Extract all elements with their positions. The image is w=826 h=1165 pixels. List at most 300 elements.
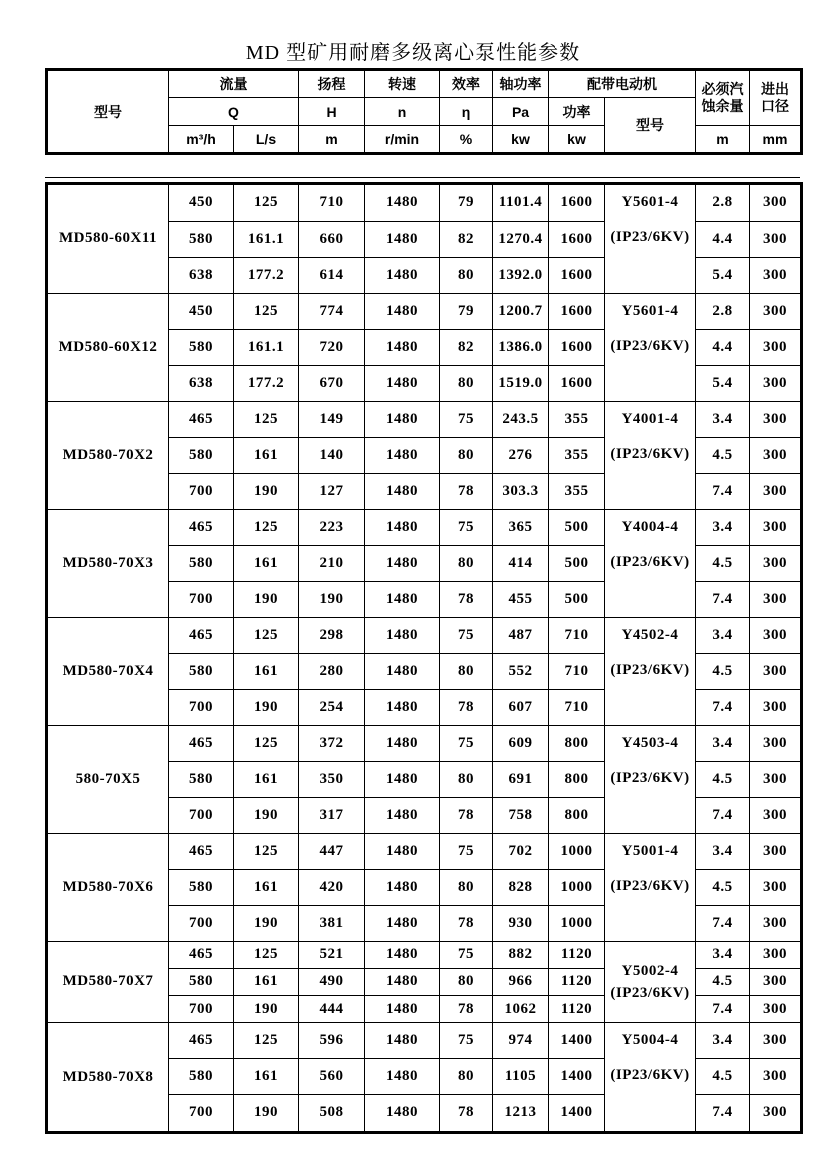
efficiency-cell: 80 bbox=[440, 1059, 493, 1095]
shaft-power-cell: 828 bbox=[493, 869, 549, 905]
head-cell: 614 bbox=[299, 257, 365, 293]
speed-cell: 1480 bbox=[365, 473, 440, 509]
table-row bbox=[47, 833, 802, 869]
efficiency-cell: 80 bbox=[440, 365, 493, 401]
efficiency-cell: 75 bbox=[440, 509, 493, 545]
head-cell: 508 bbox=[299, 1094, 365, 1132]
diameter-cell: 300 bbox=[750, 833, 802, 869]
head-cell: 521 bbox=[299, 941, 365, 968]
shaft-power-cell: 276 bbox=[493, 437, 549, 473]
speed-cell: 1480 bbox=[365, 689, 440, 725]
npsh-cell: 2.8 bbox=[696, 293, 750, 329]
shaft-power-symbol: Pa bbox=[493, 98, 549, 126]
speed-cell: 1480 bbox=[365, 797, 440, 833]
flow-m3h-cell: 450 bbox=[169, 184, 234, 222]
head-unit: m bbox=[299, 126, 365, 154]
npsh-cell: 5.4 bbox=[696, 365, 750, 401]
head-cell: 381 bbox=[299, 905, 365, 941]
speed-cell: 1480 bbox=[365, 1059, 440, 1095]
motor-power-cell: 355 bbox=[549, 437, 605, 473]
motor-model-line: Y4001-4 bbox=[621, 410, 679, 427]
table-row bbox=[47, 184, 802, 222]
npsh-cell: 7.4 bbox=[696, 689, 750, 725]
pump-model-cell: MD580-70X2 bbox=[47, 401, 169, 509]
flow-ls-cell: 125 bbox=[234, 1023, 299, 1059]
efficiency-cell: 79 bbox=[440, 184, 493, 222]
diameter-cell: 300 bbox=[750, 473, 802, 509]
diameter-cell: 300 bbox=[750, 941, 802, 968]
speed-cell: 1480 bbox=[365, 869, 440, 905]
motor-model-cell bbox=[605, 1023, 696, 1133]
efficiency-cell: 80 bbox=[440, 761, 493, 797]
page-title: MD 型矿用耐磨多级离心泵性能参数 bbox=[245, 42, 581, 64]
npsh-cell: 4.4 bbox=[696, 221, 750, 257]
flow-m3h-cell: 580 bbox=[169, 869, 234, 905]
motor-model-line: Y4004-4 bbox=[621, 518, 679, 535]
motor-power-cell: 800 bbox=[549, 725, 605, 761]
motor-power-cell: 500 bbox=[549, 545, 605, 581]
shaft-power-cell: 609 bbox=[493, 725, 549, 761]
efficiency-cell: 80 bbox=[440, 869, 493, 905]
motor-model-cell bbox=[605, 184, 696, 294]
flow-unit-ls: L/s bbox=[234, 126, 299, 154]
motor-model-line: Y5004-4 bbox=[621, 1032, 679, 1049]
flow-ls-cell: 125 bbox=[234, 293, 299, 329]
head-cell: 420 bbox=[299, 869, 365, 905]
efficiency-cell: 78 bbox=[440, 1094, 493, 1132]
diameter-cell: 300 bbox=[750, 545, 802, 581]
diameter-cell: 300 bbox=[750, 1094, 802, 1132]
speed-cell: 1480 bbox=[365, 761, 440, 797]
npsh-cell: 7.4 bbox=[696, 581, 750, 617]
pump-model-cell: MD580-70X6 bbox=[47, 833, 169, 941]
header-row-1 bbox=[47, 70, 802, 98]
flow-m3h-cell: 580 bbox=[169, 437, 234, 473]
pump-model-cell: MD580-70X7 bbox=[47, 941, 169, 1023]
motor-model-line: (IP23/6KV) bbox=[610, 877, 690, 894]
diameter-label-line2: 口径 bbox=[761, 98, 789, 114]
shaft-power-cell: 966 bbox=[493, 968, 549, 995]
motor-power-cell: 1120 bbox=[549, 996, 605, 1023]
npsh-cell: 4.5 bbox=[696, 653, 750, 689]
head-cell: 127 bbox=[299, 473, 365, 509]
flow-m3h-cell: 700 bbox=[169, 689, 234, 725]
speed-cell: 1480 bbox=[365, 184, 440, 222]
efficiency-unit: % bbox=[440, 126, 493, 154]
shaft-power-unit: kw bbox=[493, 126, 549, 154]
npsh-cell: 4.4 bbox=[696, 329, 750, 365]
efficiency-cell: 75 bbox=[440, 617, 493, 653]
efficiency-cell: 82 bbox=[440, 329, 493, 365]
flow-m3h-cell: 465 bbox=[169, 509, 234, 545]
npsh-cell: 4.5 bbox=[696, 545, 750, 581]
speed-cell: 1480 bbox=[365, 1023, 440, 1059]
diameter-cell: 300 bbox=[750, 1023, 802, 1059]
head-cell: 660 bbox=[299, 221, 365, 257]
speed-unit: r/min bbox=[365, 126, 440, 154]
flow-ls-cell: 125 bbox=[234, 833, 299, 869]
flow-ls-cell: 177.2 bbox=[234, 365, 299, 401]
shaft-power-cell: 702 bbox=[493, 833, 549, 869]
head-cell: 149 bbox=[299, 401, 365, 437]
motor-model-line: (IP23/6KV) bbox=[610, 445, 690, 462]
efficiency-cell: 78 bbox=[440, 689, 493, 725]
motor-model-line: (IP23/6KV) bbox=[610, 337, 690, 354]
flow-ls-cell: 125 bbox=[234, 617, 299, 653]
efficiency-cell: 75 bbox=[440, 941, 493, 968]
head-cell: 720 bbox=[299, 329, 365, 365]
speed-cell: 1480 bbox=[365, 725, 440, 761]
table-row bbox=[47, 941, 802, 968]
table-row bbox=[47, 293, 802, 329]
motor-power-cell: 800 bbox=[549, 761, 605, 797]
motor-model-line: (IP23/6KV) bbox=[610, 229, 690, 246]
npsh-cell: 7.4 bbox=[696, 905, 750, 941]
motor-model-cell bbox=[605, 941, 696, 1023]
diameter-cell: 300 bbox=[750, 401, 802, 437]
motor-power-unit: kw bbox=[549, 126, 605, 154]
speed-cell: 1480 bbox=[365, 1094, 440, 1132]
motor-power-header: 功率 bbox=[549, 98, 605, 126]
head-cell: 223 bbox=[299, 509, 365, 545]
motor-model-line: Y5002-4 bbox=[621, 962, 679, 979]
motor-power-cell: 800 bbox=[549, 797, 605, 833]
speed-cell: 1480 bbox=[365, 941, 440, 968]
speed-cell: 1480 bbox=[365, 581, 440, 617]
pump-model-cell: MD580-70X4 bbox=[47, 617, 169, 725]
speed-symbol: n bbox=[365, 98, 440, 126]
efficiency-cell: 80 bbox=[440, 545, 493, 581]
efficiency-symbol: η bbox=[440, 98, 493, 126]
npsh-cell: 5.4 bbox=[696, 257, 750, 293]
npsh-cell: 3.4 bbox=[696, 617, 750, 653]
npsh-cell: 3.4 bbox=[696, 1023, 750, 1059]
flow-ls-cell: 125 bbox=[234, 725, 299, 761]
motor-model-cell bbox=[605, 617, 696, 725]
shaft-power-cell: 414 bbox=[493, 545, 549, 581]
head-cell: 447 bbox=[299, 833, 365, 869]
motor-power-cell: 1600 bbox=[549, 221, 605, 257]
motor-model-line: (IP23/6KV) bbox=[610, 1067, 690, 1084]
diameter-cell: 300 bbox=[750, 725, 802, 761]
shaft-power-cell: 455 bbox=[493, 581, 549, 617]
head-cell: 317 bbox=[299, 797, 365, 833]
pump-model-cell: MD580-60X12 bbox=[47, 293, 169, 401]
npsh-cell: 4.5 bbox=[696, 1059, 750, 1095]
efficiency-cell: 79 bbox=[440, 293, 493, 329]
diameter-cell: 300 bbox=[750, 653, 802, 689]
table-row bbox=[47, 401, 802, 437]
motor-power-cell: 1120 bbox=[549, 968, 605, 995]
shaft-power-cell: 882 bbox=[493, 941, 549, 968]
body-table-top-rule bbox=[45, 177, 800, 178]
shaft-power-cell: 607 bbox=[493, 689, 549, 725]
flow-ls-cell: 161 bbox=[234, 869, 299, 905]
head-cell: 596 bbox=[299, 1023, 365, 1059]
head-cell: 774 bbox=[299, 293, 365, 329]
head-cell: 444 bbox=[299, 996, 365, 1023]
shaft-power-cell: 1519.0 bbox=[493, 365, 549, 401]
flow-m3h-cell: 580 bbox=[169, 329, 234, 365]
speed-cell: 1480 bbox=[365, 293, 440, 329]
motor-power-cell: 1400 bbox=[549, 1023, 605, 1059]
diameter-cell: 300 bbox=[750, 581, 802, 617]
efficiency-cell: 78 bbox=[440, 473, 493, 509]
head-cell: 490 bbox=[299, 968, 365, 995]
efficiency-cell: 80 bbox=[440, 968, 493, 995]
motor-model-cell bbox=[605, 509, 696, 617]
motor-model-line: Y4503-4 bbox=[621, 734, 679, 751]
flow-ls-cell: 125 bbox=[234, 941, 299, 968]
motor-power-cell: 1400 bbox=[549, 1094, 605, 1132]
flow-m3h-cell: 465 bbox=[169, 833, 234, 869]
speed-cell: 1480 bbox=[365, 221, 440, 257]
efficiency-cell: 78 bbox=[440, 797, 493, 833]
col-header-model: 型号 bbox=[47, 70, 169, 154]
flow-ls-cell: 161 bbox=[234, 968, 299, 995]
npsh-cell: 4.5 bbox=[696, 869, 750, 905]
motor-power-cell: 710 bbox=[549, 689, 605, 725]
diameter-cell: 300 bbox=[750, 689, 802, 725]
npsh-cell: 4.5 bbox=[696, 968, 750, 995]
npsh-label-line2: 蚀余量 bbox=[701, 98, 744, 114]
efficiency-cell: 80 bbox=[440, 653, 493, 689]
npsh-cell: 4.5 bbox=[696, 761, 750, 797]
diameter-cell: 300 bbox=[750, 1059, 802, 1095]
motor-power-cell: 355 bbox=[549, 473, 605, 509]
head-cell: 298 bbox=[299, 617, 365, 653]
motor-model-cell bbox=[605, 401, 696, 509]
flow-m3h-cell: 465 bbox=[169, 1023, 234, 1059]
diameter-cell: 300 bbox=[750, 329, 802, 365]
flow-m3h-cell: 580 bbox=[169, 968, 234, 995]
speed-cell: 1480 bbox=[365, 833, 440, 869]
shaft-power-cell: 974 bbox=[493, 1023, 549, 1059]
flow-m3h-cell: 465 bbox=[169, 401, 234, 437]
col-header-motor-group: 配带电动机 bbox=[549, 70, 696, 98]
head-cell: 210 bbox=[299, 545, 365, 581]
motor-power-cell: 710 bbox=[549, 617, 605, 653]
diameter-cell: 300 bbox=[750, 184, 802, 222]
speed-cell: 1480 bbox=[365, 257, 440, 293]
npsh-cell: 4.5 bbox=[696, 437, 750, 473]
flow-ls-cell: 125 bbox=[234, 509, 299, 545]
diameter-unit: mm bbox=[750, 126, 802, 154]
npsh-cell: 3.4 bbox=[696, 833, 750, 869]
diameter-cell: 300 bbox=[750, 257, 802, 293]
flow-ls-cell: 161 bbox=[234, 437, 299, 473]
head-cell: 190 bbox=[299, 581, 365, 617]
head-cell: 254 bbox=[299, 689, 365, 725]
npsh-cell: 3.4 bbox=[696, 725, 750, 761]
shaft-power-cell: 1270.4 bbox=[493, 221, 549, 257]
motor-model-cell bbox=[605, 833, 696, 941]
head-cell: 710 bbox=[299, 184, 365, 222]
shaft-power-cell: 243.5 bbox=[493, 401, 549, 437]
flow-m3h-cell: 700 bbox=[169, 473, 234, 509]
shaft-power-cell: 1062 bbox=[493, 996, 549, 1023]
speed-cell: 1480 bbox=[365, 905, 440, 941]
flow-ls-cell: 190 bbox=[234, 1094, 299, 1132]
npsh-cell: 2.8 bbox=[696, 184, 750, 222]
col-header-efficiency: 效率 bbox=[440, 70, 493, 98]
speed-cell: 1480 bbox=[365, 365, 440, 401]
flow-ls-cell: 177.2 bbox=[234, 257, 299, 293]
flow-ls-cell: 190 bbox=[234, 996, 299, 1023]
flow-ls-cell: 190 bbox=[234, 689, 299, 725]
table-row bbox=[47, 509, 802, 545]
shaft-power-cell: 691 bbox=[493, 761, 549, 797]
head-cell: 670 bbox=[299, 365, 365, 401]
motor-model-line: (IP23/6KV) bbox=[610, 661, 690, 678]
table-row bbox=[47, 725, 802, 761]
head-cell: 140 bbox=[299, 437, 365, 473]
motor-model-header: 型号 bbox=[605, 98, 696, 154]
pump-model-cell: 580-70X5 bbox=[47, 725, 169, 833]
shaft-power-cell: 1386.0 bbox=[493, 329, 549, 365]
head-cell: 560 bbox=[299, 1059, 365, 1095]
shaft-power-cell: 1392.0 bbox=[493, 257, 549, 293]
flow-m3h-cell: 638 bbox=[169, 365, 234, 401]
motor-model-line: (IP23/6KV) bbox=[610, 984, 690, 1001]
flow-ls-cell: 161 bbox=[234, 761, 299, 797]
data-table bbox=[45, 182, 803, 1134]
diameter-cell: 300 bbox=[750, 437, 802, 473]
npsh-cell: 7.4 bbox=[696, 1094, 750, 1132]
speed-cell: 1480 bbox=[365, 968, 440, 995]
motor-power-cell: 710 bbox=[549, 653, 605, 689]
diameter-cell: 300 bbox=[750, 365, 802, 401]
head-cell: 350 bbox=[299, 761, 365, 797]
head-symbol: H bbox=[299, 98, 365, 126]
flow-ls-cell: 190 bbox=[234, 473, 299, 509]
npsh-cell: 7.4 bbox=[696, 797, 750, 833]
col-header-speed: 转速 bbox=[365, 70, 440, 98]
pump-model-cell: MD580-70X3 bbox=[47, 509, 169, 617]
motor-power-cell: 1600 bbox=[549, 293, 605, 329]
efficiency-cell: 75 bbox=[440, 833, 493, 869]
col-header-flow: 流量 bbox=[169, 70, 299, 98]
head-cell: 372 bbox=[299, 725, 365, 761]
flow-m3h-cell: 580 bbox=[169, 221, 234, 257]
motor-power-cell: 1400 bbox=[549, 1059, 605, 1095]
motor-model-line: (IP23/6KV) bbox=[610, 553, 690, 570]
motor-power-cell: 1600 bbox=[549, 184, 605, 222]
flow-ls-cell: 161 bbox=[234, 545, 299, 581]
diameter-cell: 300 bbox=[750, 905, 802, 941]
shaft-power-cell: 930 bbox=[493, 905, 549, 941]
speed-cell: 1480 bbox=[365, 509, 440, 545]
efficiency-cell: 80 bbox=[440, 257, 493, 293]
diameter-cell: 300 bbox=[750, 968, 802, 995]
shaft-power-cell: 1200.7 bbox=[493, 293, 549, 329]
npsh-cell: 3.4 bbox=[696, 509, 750, 545]
shaft-power-cell: 365 bbox=[493, 509, 549, 545]
npsh-unit: m bbox=[696, 126, 750, 154]
speed-cell: 1480 bbox=[365, 401, 440, 437]
pump-model-cell: MD580-60X11 bbox=[47, 184, 169, 294]
flow-m3h-cell: 580 bbox=[169, 1059, 234, 1095]
shaft-power-cell: 487 bbox=[493, 617, 549, 653]
flow-m3h-cell: 465 bbox=[169, 725, 234, 761]
flow-m3h-cell: 700 bbox=[169, 905, 234, 941]
diameter-cell: 300 bbox=[750, 761, 802, 797]
col-header-shaft-power: 轴功率 bbox=[493, 70, 549, 98]
header-table bbox=[45, 68, 803, 155]
col-header-diameter bbox=[750, 70, 802, 126]
speed-cell: 1480 bbox=[365, 437, 440, 473]
flow-m3h-cell: 580 bbox=[169, 545, 234, 581]
npsh-cell: 3.4 bbox=[696, 401, 750, 437]
flow-ls-cell: 190 bbox=[234, 581, 299, 617]
col-header-npsh bbox=[696, 70, 750, 126]
motor-model-line: Y5601-4 bbox=[621, 302, 679, 319]
shaft-power-cell: 758 bbox=[493, 797, 549, 833]
flow-ls-cell: 161.1 bbox=[234, 221, 299, 257]
motor-power-cell: 1000 bbox=[549, 869, 605, 905]
flow-symbol: Q bbox=[169, 98, 299, 126]
speed-cell: 1480 bbox=[365, 653, 440, 689]
efficiency-cell: 80 bbox=[440, 437, 493, 473]
diameter-cell: 300 bbox=[750, 617, 802, 653]
pump-model-cell: MD580-70X8 bbox=[47, 1023, 169, 1133]
shaft-power-cell: 552 bbox=[493, 653, 549, 689]
flow-m3h-cell: 465 bbox=[169, 617, 234, 653]
motor-model-cell bbox=[605, 725, 696, 833]
speed-cell: 1480 bbox=[365, 545, 440, 581]
efficiency-cell: 82 bbox=[440, 221, 493, 257]
shaft-power-cell: 1101.4 bbox=[493, 184, 549, 222]
shaft-power-cell: 1213 bbox=[493, 1094, 549, 1132]
diameter-cell: 300 bbox=[750, 221, 802, 257]
flow-m3h-cell: 580 bbox=[169, 653, 234, 689]
motor-power-cell: 1000 bbox=[549, 905, 605, 941]
shaft-power-cell: 1105 bbox=[493, 1059, 549, 1095]
efficiency-cell: 75 bbox=[440, 725, 493, 761]
motor-model-line: Y5601-4 bbox=[621, 194, 679, 210]
speed-cell: 1480 bbox=[365, 617, 440, 653]
diameter-cell: 300 bbox=[750, 996, 802, 1023]
npsh-cell: 3.4 bbox=[696, 941, 750, 968]
flow-unit-m3h: m³/h bbox=[169, 126, 234, 154]
diameter-cell: 300 bbox=[750, 293, 802, 329]
flow-ls-cell: 190 bbox=[234, 905, 299, 941]
table-row bbox=[47, 617, 802, 653]
motor-model-line: (IP23/6KV) bbox=[610, 769, 690, 786]
flow-ls-cell: 161.1 bbox=[234, 329, 299, 365]
diameter-cell: 300 bbox=[750, 869, 802, 905]
flow-m3h-cell: 700 bbox=[169, 996, 234, 1023]
flow-m3h-cell: 700 bbox=[169, 797, 234, 833]
efficiency-cell: 78 bbox=[440, 905, 493, 941]
efficiency-cell: 75 bbox=[440, 401, 493, 437]
motor-power-cell: 500 bbox=[549, 509, 605, 545]
efficiency-cell: 75 bbox=[440, 1023, 493, 1059]
flow-m3h-cell: 580 bbox=[169, 761, 234, 797]
table-row bbox=[47, 1023, 802, 1059]
npsh-cell: 7.4 bbox=[696, 996, 750, 1023]
diameter-cell: 300 bbox=[750, 509, 802, 545]
col-header-head: 扬程 bbox=[299, 70, 365, 98]
diameter-cell: 300 bbox=[750, 797, 802, 833]
motor-model-cell bbox=[605, 293, 696, 401]
shaft-power-cell: 303.3 bbox=[493, 473, 549, 509]
flow-m3h-cell: 638 bbox=[169, 257, 234, 293]
motor-power-cell: 500 bbox=[549, 581, 605, 617]
npsh-cell: 7.4 bbox=[696, 473, 750, 509]
flow-m3h-cell: 465 bbox=[169, 941, 234, 968]
speed-cell: 1480 bbox=[365, 329, 440, 365]
